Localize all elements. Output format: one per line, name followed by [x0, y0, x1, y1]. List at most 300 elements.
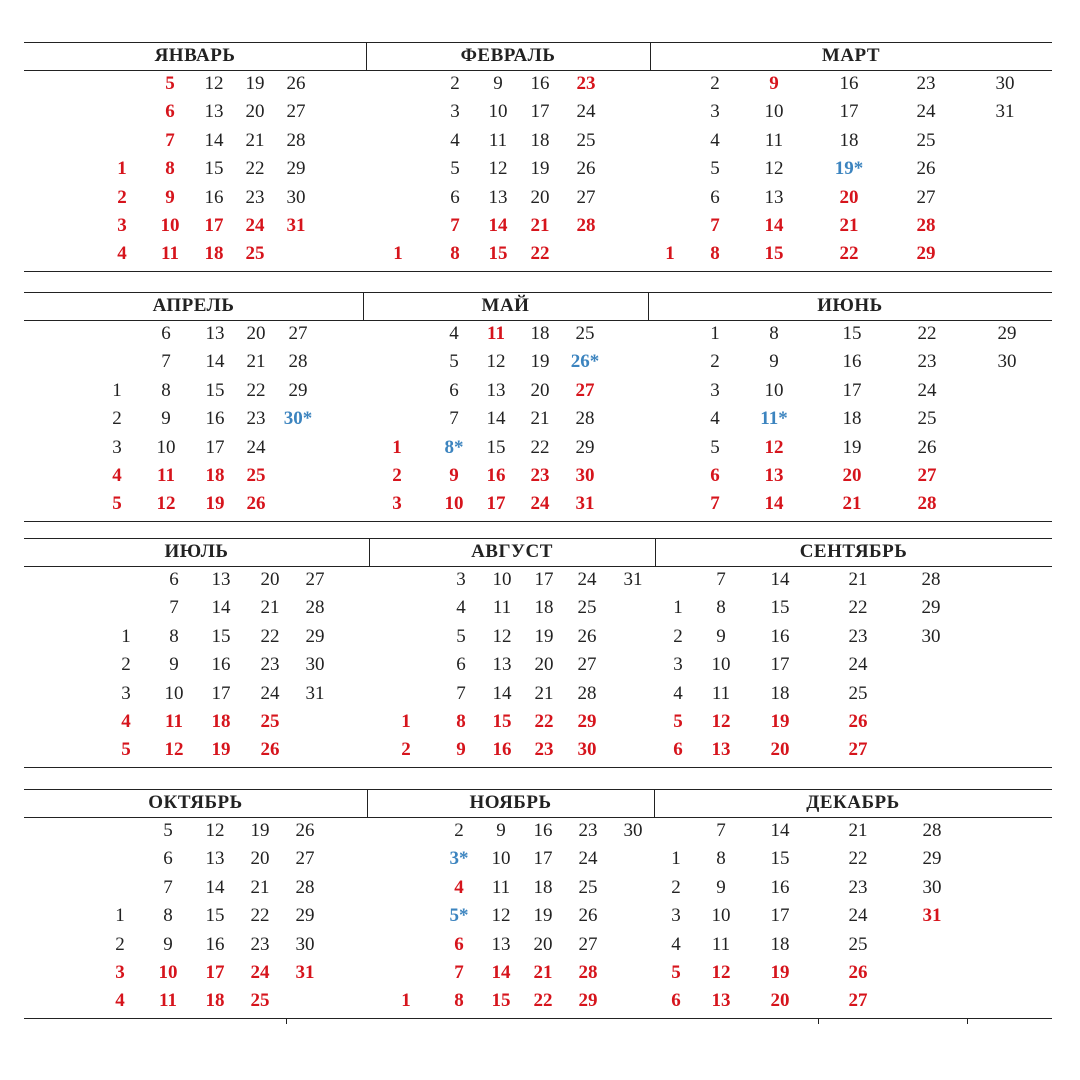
day-cell: 12 [488, 158, 508, 180]
day-cell: 5 [710, 158, 720, 180]
day-cell: 2 [673, 625, 683, 647]
day-cell: 17 [842, 379, 862, 401]
day-cell-holiday: 1 [117, 158, 127, 180]
day-cell: 27 [576, 186, 596, 208]
day-cell: 20 [534, 654, 554, 676]
day-cell-holiday: 21 [533, 962, 553, 983]
day-cell: 18 [534, 597, 554, 619]
day-cell: 5 [456, 625, 466, 647]
day-cell: 13 [205, 323, 225, 344]
day-cell: 7 [456, 682, 466, 704]
day-cell-holiday: 30 [577, 739, 597, 761]
day-cell: 15 [486, 436, 506, 458]
day-cell-holiday: 27 [575, 379, 595, 401]
day-cell: 29 [922, 848, 942, 870]
day-cell: 3 [710, 379, 720, 401]
day-cell-holiday: 26 [848, 962, 868, 983]
day-cell-holiday: 19 [211, 739, 231, 761]
day-cell: 18 [770, 682, 790, 704]
day-cell: 23 [578, 820, 598, 841]
day-cell: 29 [288, 379, 308, 401]
day-cell-shortened: 3* [449, 848, 469, 870]
day-cell: 19 [842, 436, 862, 458]
day-cell: 27 [286, 101, 306, 123]
day-cell: 3 [456, 569, 466, 590]
day-cell-holiday: 1 [401, 990, 411, 1012]
quarter-bottom-rule [24, 1018, 1052, 1019]
day-cell-holiday: 13 [711, 739, 731, 761]
day-cell: 4 [671, 933, 681, 955]
day-cell: 16 [530, 73, 550, 94]
day-cell: 14 [205, 876, 225, 898]
day-cell: 23 [848, 625, 868, 647]
day-cell: 24 [578, 848, 598, 870]
day-cell: 14 [492, 682, 512, 704]
day-cell-holiday: 8 [454, 990, 464, 1012]
day-cell: 29 [295, 905, 315, 927]
day-cell: 13 [764, 186, 784, 208]
day-cell: 17 [770, 654, 790, 676]
day-cell: 17 [839, 101, 859, 123]
day-cell: 12 [205, 820, 225, 841]
day-cell-shortened: 19* [834, 158, 864, 180]
day-cell: 19 [250, 820, 270, 841]
day-cell: 23 [246, 408, 266, 430]
day-cell-holiday: 17 [486, 493, 506, 515]
day-cell: 14 [770, 820, 790, 841]
day-cell-holiday: 23 [534, 739, 554, 761]
day-cell: 22 [260, 625, 280, 647]
day-cell: 27 [288, 323, 308, 344]
day-cell: 10 [711, 905, 731, 927]
day-cell: 22 [848, 597, 868, 619]
day-cell: 25 [848, 933, 868, 955]
day-cell: 2 [671, 876, 681, 898]
day-cell: 25 [848, 682, 868, 704]
day-cell-shortened: 11* [760, 408, 788, 430]
day-cell: 23 [260, 654, 280, 676]
day-cell-holiday: 24 [530, 493, 550, 515]
day-cell-holiday: 7 [710, 493, 720, 515]
day-cell: 31 [995, 101, 1015, 123]
day-cell: 11 [711, 933, 731, 955]
day-cell-holiday: 11 [159, 990, 177, 1012]
day-cell: 26 [295, 820, 315, 841]
day-cell: 8 [163, 905, 173, 927]
day-cell: 12 [492, 625, 512, 647]
day-cell: 10 [764, 101, 784, 123]
day-cell-holiday: 20 [770, 739, 790, 761]
day-cell: 4 [673, 682, 683, 704]
day-cell: 15 [205, 905, 225, 927]
day-cell-holiday: 22 [534, 711, 554, 732]
day-cell: 13 [205, 848, 225, 870]
quarter-bottom-rule [24, 271, 1052, 272]
day-cell: 13 [211, 569, 231, 590]
day-cell: 28 [295, 876, 315, 898]
day-cell: 26 [576, 158, 596, 180]
day-cell: 10 [156, 436, 176, 458]
day-cell-holiday: 14 [488, 215, 508, 236]
day-cell: 12 [491, 905, 511, 927]
day-cell-holiday: 13 [764, 465, 784, 486]
day-cell: 13 [491, 933, 511, 955]
day-cell: 19 [530, 351, 550, 373]
day-cell: 8 [769, 323, 779, 344]
day-cell: 16 [204, 186, 224, 208]
day-cell: 19 [534, 625, 554, 647]
day-cell: 7 [161, 351, 171, 373]
day-cell-holiday: 10 [160, 215, 180, 236]
day-cell: 18 [770, 933, 790, 955]
day-cell: 14 [770, 569, 790, 590]
day-cell-holiday: 6 [454, 933, 464, 955]
day-cell-holiday: 2 [401, 739, 411, 761]
day-cell: 13 [486, 379, 506, 401]
day-cell: 31 [305, 682, 325, 704]
day-cell-holiday: 18 [204, 243, 224, 265]
day-cell: 2 [454, 820, 464, 841]
day-cell-holiday: 11 [157, 465, 175, 486]
day-cell: 28 [575, 408, 595, 430]
day-cell-holiday: 16 [492, 739, 512, 761]
day-cell: 11 [491, 876, 511, 898]
day-cell: 16 [770, 625, 790, 647]
day-cell-holiday: 10 [444, 493, 464, 515]
day-cell: 9 [163, 933, 173, 955]
day-cell-holiday: 2 [392, 465, 402, 486]
day-cell: 13 [204, 101, 224, 123]
day-cell: 30 [286, 186, 306, 208]
day-cell-shortened: 5* [449, 905, 469, 927]
rule-tick [967, 1018, 968, 1024]
day-cell: 13 [492, 654, 512, 676]
day-cell: 24 [916, 101, 936, 123]
day-cell-holiday: 25 [246, 465, 266, 486]
day-cell: 12 [764, 158, 784, 180]
day-cell-holiday: 28 [578, 962, 598, 983]
day-cell-holiday: 19 [770, 711, 790, 732]
day-cell: 15 [204, 158, 224, 180]
day-cell: 25 [575, 323, 595, 344]
day-cell: 5 [710, 436, 720, 458]
day-cell: 24 [577, 569, 597, 590]
day-cell: 2 [710, 351, 720, 373]
day-cell: 21 [530, 408, 550, 430]
day-cell: 14 [204, 129, 224, 151]
rule-tick [818, 1018, 819, 1024]
day-cell-holiday: 23 [530, 465, 550, 486]
day-cell: 20 [245, 101, 265, 123]
day-cell: 6 [449, 379, 459, 401]
day-cell: 20 [530, 186, 550, 208]
day-cell: 27 [916, 186, 936, 208]
day-cell: 15 [205, 379, 225, 401]
day-cell-holiday: 12 [156, 493, 176, 515]
day-cell-holiday: 18 [205, 990, 225, 1012]
day-cell: 17 [211, 682, 231, 704]
month-title: ФЕВРАЛЬ [460, 45, 556, 66]
day-cell: 25 [916, 129, 936, 151]
day-cell: 9 [496, 820, 506, 841]
day-cell: 3 [112, 436, 122, 458]
day-cell-holiday: 8 [710, 243, 720, 265]
day-cell-holiday: 22 [530, 243, 550, 265]
quarter-block [24, 538, 1052, 769]
day-cell: 9 [493, 73, 503, 94]
day-cell: 11 [488, 129, 508, 151]
day-cell: 21 [534, 682, 554, 704]
day-cell-holiday: 15 [492, 711, 512, 732]
day-cell-holiday: 5 [112, 493, 122, 515]
day-cell: 22 [917, 323, 937, 344]
day-cell: 30 [305, 654, 325, 676]
day-cell-holiday: 18 [205, 465, 225, 486]
day-cell: 18 [839, 129, 859, 151]
day-cell: 22 [848, 848, 868, 870]
day-cell: 11 [711, 682, 731, 704]
day-cell-holiday: 28 [917, 493, 937, 515]
day-cell: 4 [450, 129, 460, 151]
day-cell-holiday: 31 [295, 962, 315, 983]
day-cell: 7 [716, 569, 726, 590]
day-cell: 29 [286, 158, 306, 180]
day-cell-holiday: 9 [769, 73, 779, 94]
day-cell: 29 [997, 323, 1017, 344]
month-title: ДЕКАБРЬ [806, 792, 900, 813]
day-cell: 8 [169, 625, 179, 647]
day-cell: 7 [169, 597, 179, 619]
day-cell-holiday: 1 [665, 243, 675, 265]
day-cell-holiday: 24 [245, 215, 265, 236]
day-cell: 15 [770, 597, 790, 619]
day-cell-holiday: 29 [577, 711, 597, 732]
day-cell-holiday: 2 [117, 186, 127, 208]
day-cell-shortened: 8* [444, 436, 464, 458]
day-cell: 9 [716, 876, 726, 898]
day-cell: 26 [577, 625, 597, 647]
day-cell: 26 [286, 73, 306, 94]
day-cell-holiday: 25 [245, 243, 265, 265]
day-cell: 6 [456, 654, 466, 676]
day-cell: 1 [121, 625, 131, 647]
day-cell: 19 [533, 905, 553, 927]
day-cell-holiday: 31 [575, 493, 595, 515]
day-cell: 18 [530, 323, 550, 344]
day-cell-holiday: 7 [454, 962, 464, 983]
day-cell: 26 [917, 436, 937, 458]
day-cell: 21 [245, 129, 265, 151]
day-cell: 28 [921, 569, 941, 590]
day-cell: 24 [848, 654, 868, 676]
day-cell: 14 [205, 351, 225, 373]
day-cell-holiday: 8 [456, 711, 466, 732]
day-cell: 17 [770, 905, 790, 927]
day-cell-holiday: 21 [842, 493, 862, 515]
day-cell: 17 [534, 569, 554, 590]
day-cell: 16 [842, 351, 862, 373]
month-title: АВГУСТ [471, 541, 553, 562]
day-cell: 6 [450, 186, 460, 208]
day-cell: 20 [533, 933, 553, 955]
day-cell-holiday: 4 [121, 711, 131, 732]
day-cell: 21 [250, 876, 270, 898]
day-cell: 3 [450, 101, 460, 123]
day-cell-holiday: 27 [848, 990, 868, 1012]
day-cell: 24 [260, 682, 280, 704]
day-cell: 18 [842, 408, 862, 430]
day-cell: 25 [576, 129, 596, 151]
day-cell: 25 [917, 408, 937, 430]
day-cell: 21 [260, 597, 280, 619]
day-cell-holiday: 19 [205, 493, 225, 515]
day-cell: 8 [161, 379, 171, 401]
month-title: ИЮЛЬ [164, 541, 229, 562]
day-cell: 16 [211, 654, 231, 676]
day-cell: 18 [533, 876, 553, 898]
day-cell: 28 [577, 682, 597, 704]
day-cell-holiday: 14 [491, 962, 511, 983]
quarter-block [24, 789, 1052, 1020]
day-cell: 24 [848, 905, 868, 927]
day-cell-holiday: 20 [842, 465, 862, 486]
quarter-block [24, 292, 1052, 523]
day-cell: 16 [205, 408, 225, 430]
day-cell-holiday: 26 [848, 711, 868, 732]
day-cell: 30 [922, 876, 942, 898]
day-cell: 7 [163, 876, 173, 898]
day-cell: 25 [577, 597, 597, 619]
day-cell: 29 [921, 597, 941, 619]
day-cell-holiday: 28 [916, 215, 936, 236]
day-cell-holiday: 9 [456, 739, 466, 761]
day-cell-holiday: 22 [533, 990, 553, 1012]
day-cell: 26 [578, 905, 598, 927]
day-cell: 29 [305, 625, 325, 647]
day-cell-holiday: 11 [487, 323, 505, 344]
day-cell: 1 [673, 597, 683, 619]
day-cell: 22 [250, 905, 270, 927]
day-cell-holiday: 12 [164, 739, 184, 761]
day-cell-holiday: 10 [158, 962, 178, 983]
day-cell-holiday: 1 [401, 711, 411, 732]
day-cell-holiday: 5 [673, 711, 683, 732]
month-title: АПРЕЛЬ [152, 295, 235, 316]
day-cell-holiday: 20 [839, 186, 859, 208]
day-cell-holiday: 11 [165, 711, 183, 732]
day-cell: 17 [533, 848, 553, 870]
day-cell-holiday: 7 [450, 215, 460, 236]
day-cell: 9 [161, 408, 171, 430]
day-cell-holiday: 6 [710, 465, 720, 486]
day-cell: 23 [245, 186, 265, 208]
day-cell: 4 [710, 408, 720, 430]
day-cell-holiday: 31 [286, 215, 306, 236]
day-cell: 9 [716, 625, 726, 647]
day-cell-holiday: 12 [711, 962, 731, 983]
day-cell: 30 [921, 625, 941, 647]
day-cell: 29 [575, 436, 595, 458]
quarter-block [24, 42, 1052, 273]
day-cell-holiday: 15 [491, 990, 511, 1012]
day-cell-holiday: 21 [839, 215, 859, 236]
day-cell-holiday: 3 [115, 962, 125, 983]
day-cell: 5 [163, 820, 173, 841]
day-cell: 16 [770, 876, 790, 898]
day-cell-holiday: 1 [393, 243, 403, 265]
day-cell: 15 [211, 625, 231, 647]
day-cell: 20 [246, 323, 266, 344]
day-cell-holiday: 31 [922, 905, 942, 927]
day-cell: 8 [716, 848, 726, 870]
day-cell: 16 [205, 933, 225, 955]
day-cell-holiday: 7 [165, 129, 175, 151]
day-cell-holiday: 5 [671, 962, 681, 983]
day-cell: 30 [295, 933, 315, 955]
day-cell: 25 [578, 876, 598, 898]
day-cell-holiday: 20 [770, 990, 790, 1012]
day-cell: 11 [764, 129, 784, 151]
day-cell: 6 [169, 569, 179, 590]
day-cell: 16 [533, 820, 553, 841]
day-cell: 22 [245, 158, 265, 180]
day-cell: 1 [671, 848, 681, 870]
month-title: СЕНТЯБРЬ [799, 541, 908, 562]
day-cell: 24 [246, 436, 266, 458]
day-cell: 3 [671, 905, 681, 927]
day-cell-holiday: 12 [764, 436, 784, 458]
day-cell: 28 [305, 597, 325, 619]
day-cell-holiday: 8 [450, 243, 460, 265]
day-cell: 21 [848, 820, 868, 841]
day-cell: 23 [250, 933, 270, 955]
day-cell-holiday: 3 [392, 493, 402, 515]
day-cell-holiday: 26 [260, 739, 280, 761]
day-cell: 6 [161, 323, 171, 344]
day-cell: 23 [917, 351, 937, 373]
day-cell-holiday: 27 [848, 739, 868, 761]
day-cell-holiday: 11 [161, 243, 179, 265]
day-cell-holiday: 15 [488, 243, 508, 265]
day-cell-holiday: 9 [449, 465, 459, 486]
day-cell: 2 [112, 408, 122, 430]
day-cell: 17 [205, 436, 225, 458]
day-cell: 26 [916, 158, 936, 180]
month-title: ИЮНЬ [817, 295, 883, 316]
day-cell: 18 [530, 129, 550, 151]
day-cell-holiday: 3 [117, 215, 127, 236]
day-cell: 27 [577, 654, 597, 676]
day-cell-holiday: 14 [764, 493, 784, 515]
day-cell: 4 [449, 323, 459, 344]
day-cell: 2 [710, 73, 720, 94]
day-cell: 3 [710, 101, 720, 123]
day-cell: 23 [848, 876, 868, 898]
day-cell: 22 [246, 379, 266, 401]
day-cell: 24 [917, 379, 937, 401]
day-cell: 5 [449, 351, 459, 373]
day-cell-holiday: 23 [576, 73, 596, 94]
day-cell: 31 [623, 569, 643, 590]
day-cell-holiday: 21 [530, 215, 550, 236]
month-title: ЯНВАРЬ [154, 45, 236, 66]
day-cell: 10 [764, 379, 784, 401]
day-cell-holiday: 16 [486, 465, 506, 486]
day-cell: 15 [770, 848, 790, 870]
day-cell: 8 [716, 597, 726, 619]
day-cell: 19 [530, 158, 550, 180]
day-cell: 27 [578, 933, 598, 955]
